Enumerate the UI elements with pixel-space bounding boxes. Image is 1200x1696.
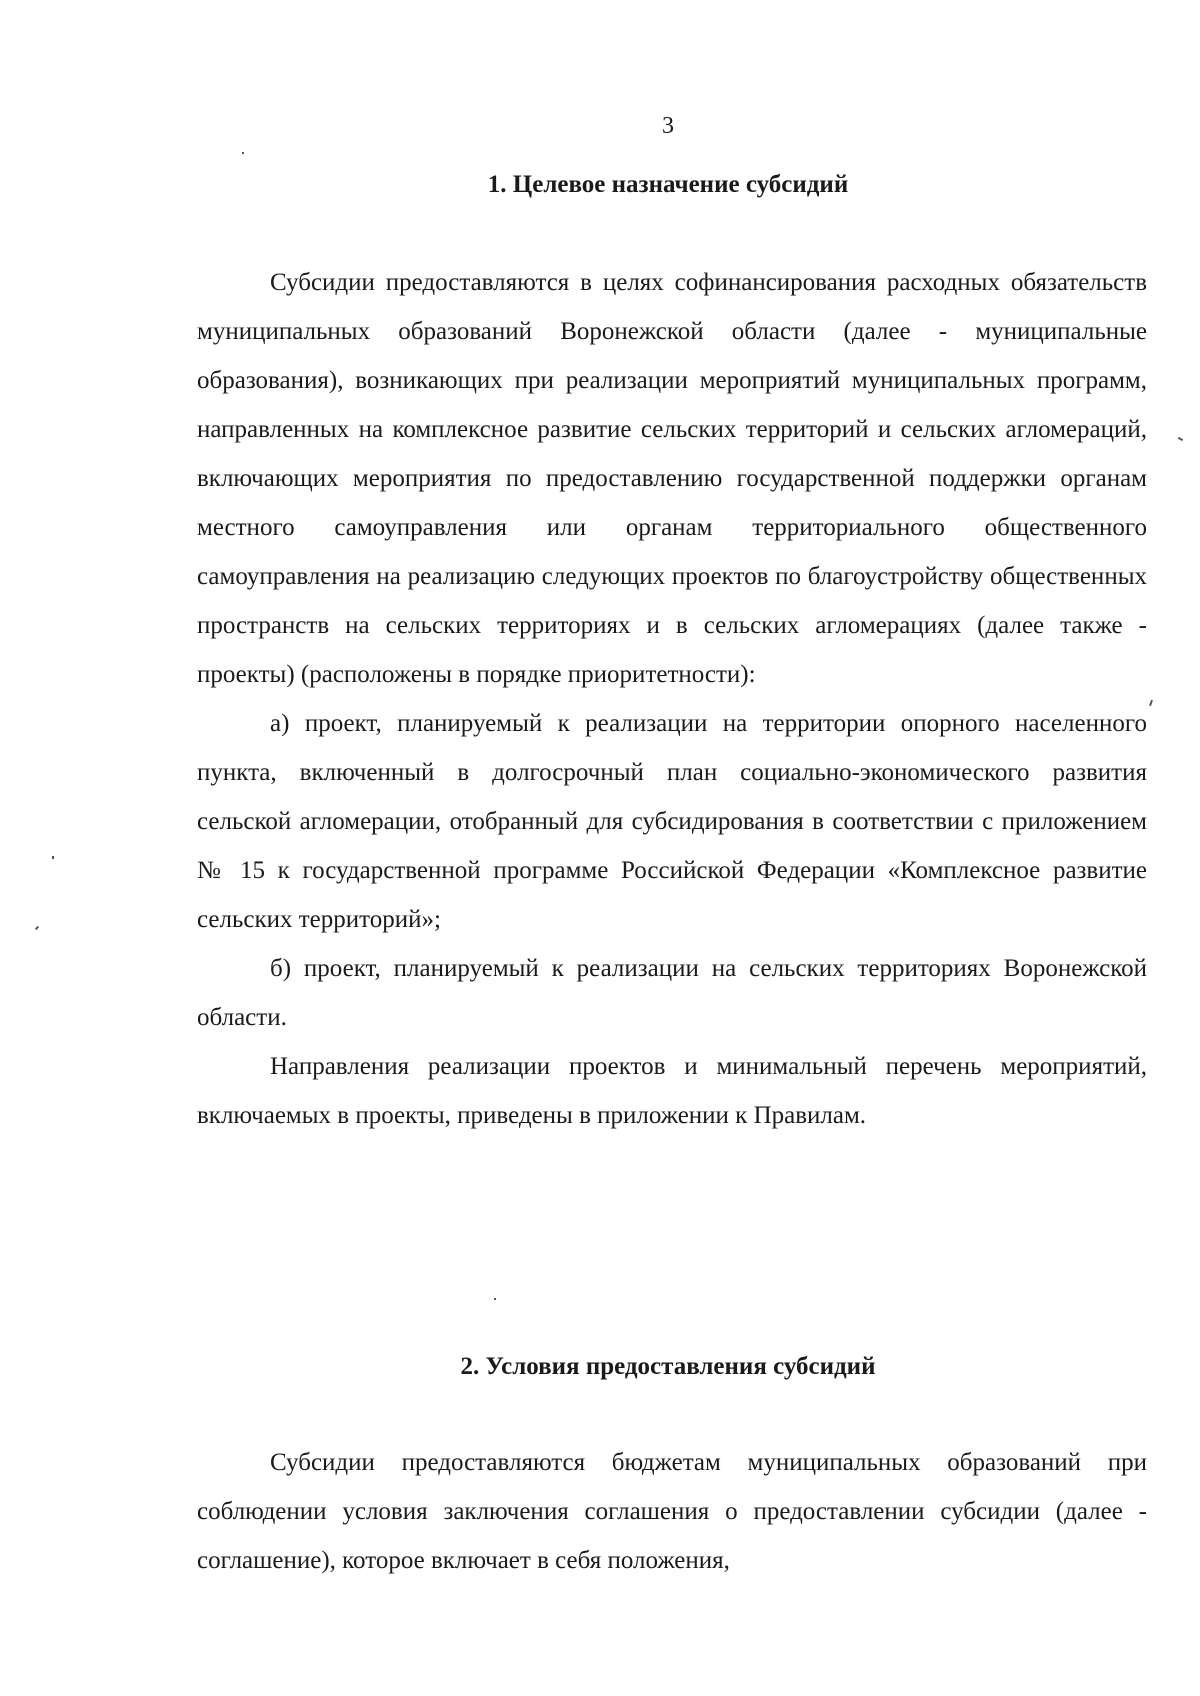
scan-speck — [242, 152, 244, 154]
section-2-title: 2. Условия предоставления субсидий — [460, 1353, 876, 1380]
scan-speck — [1178, 437, 1183, 441]
paragraph: а) проект, планируемый к реализации на территории опорного населенного пункта, включенный в долгосрочный план социально-экономического развития сельской агломерации, отобранный для субсидирования в соответствии с приложением № 15 к государственной программе Российской Федерации «Комплексное развитие сельских территорий»; — [197, 710, 1147, 933]
section-1-title: 1. Целевое назначение субсидий — [487, 171, 849, 198]
paragraph: Направления реализации проектов и минимальный перечень мероприятий, включаемых в проекты, приведены в приложении к Правилам. — [197, 1053, 1147, 1129]
scan-speck — [35, 926, 39, 930]
scan-speck — [494, 1298, 496, 1300]
section-1-body — [197, 258, 1147, 1140]
page-number: 3 — [662, 113, 674, 139]
scan-speck — [1149, 700, 1153, 706]
scan-speck — [52, 856, 54, 859]
section-2-body — [197, 1438, 1147, 1585]
paragraph: Субсидии предоставляются в целях софинансирования расходных обязательств муниципальных образований Воронежской области (далее - муниципальные образования), возникающих при реализации мероприятий муниципальных программ, направленных на комплексное развитие сельских территорий и сельских агломераций, включающих мероприятия по предоставлению государственной поддержки органам местного самоуправления или органам территориального общественного самоуправления на реализацию следующих проектов по благоустройству общественных пространств на сельских территориях и в сельских агломерациях (далее также - проекты) (расположены в порядке приоритетности): — [197, 269, 1147, 688]
paragraph: б) проект, планируемый к реализации на сельских территориях Воронежской области. — [197, 955, 1147, 1031]
paragraph: Субсидии предоставляются бюджетам муниципальных образований при соблюдении условия заключения соглашения о предоставлении субсидии (далее - соглашение), которое включает в себя положения, — [197, 1449, 1147, 1574]
